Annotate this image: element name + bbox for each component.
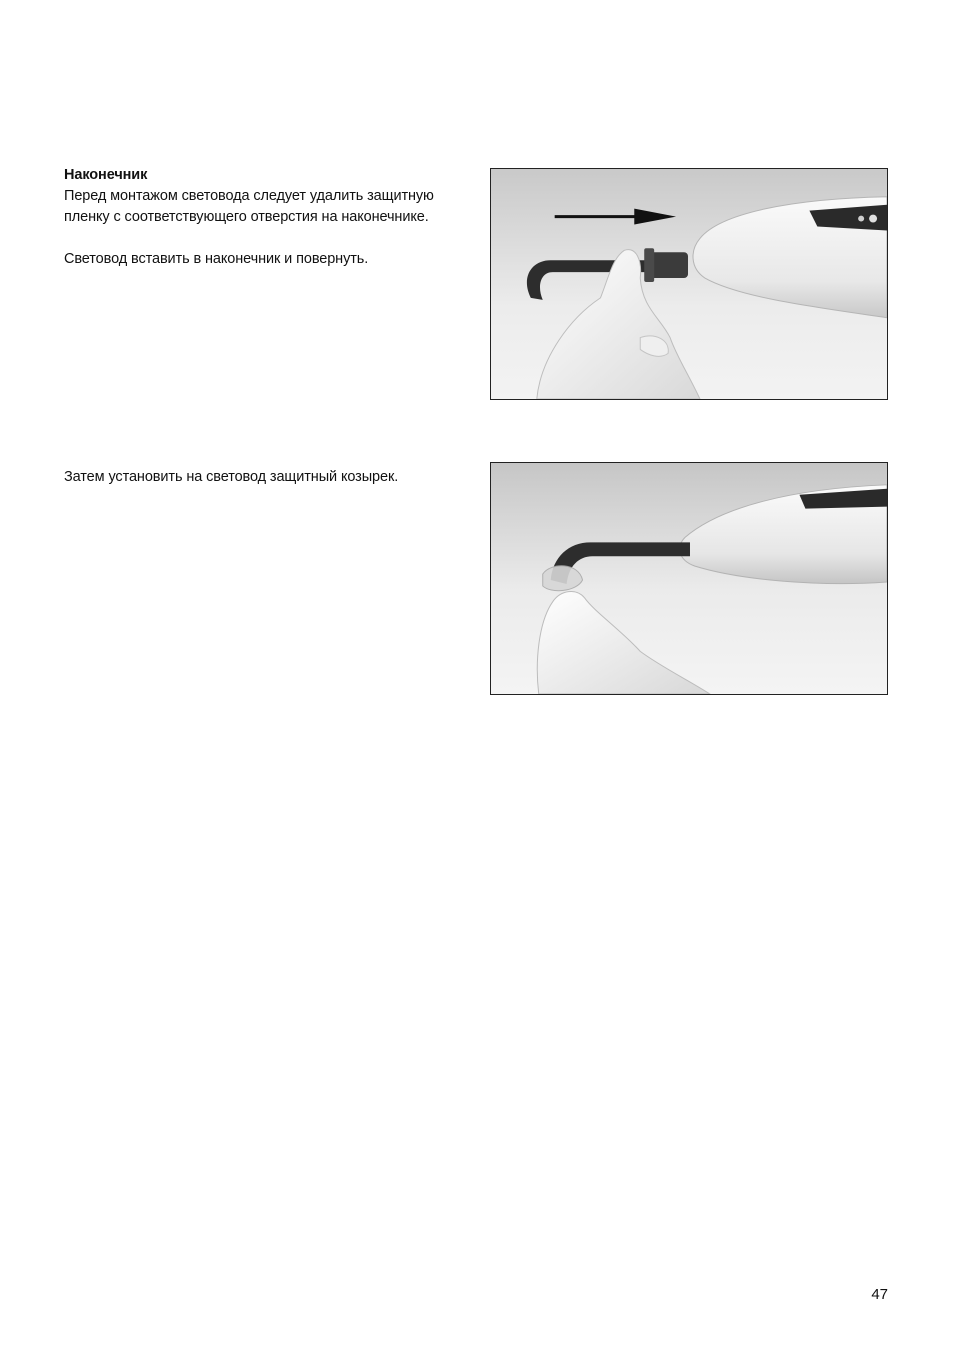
photo-insert-light-guide bbox=[490, 168, 888, 400]
photo-attach-protective-cap bbox=[490, 462, 888, 695]
page-number: 47 bbox=[871, 1286, 888, 1303]
section-protective-cap bbox=[64, 467, 464, 488]
instruction-paragraph-1 bbox=[64, 186, 464, 228]
photo-illustration-1 bbox=[491, 169, 887, 399]
instruction-line-1: Перед монтажом световода следует удалить защитную bbox=[64, 188, 434, 204]
instruction-paragraph-2: Световод вставить в наконечник и повернуть. bbox=[64, 251, 369, 267]
section-heading: Наконечник bbox=[64, 167, 148, 183]
instruction-paragraph-3: Затем установить на световод защитный козырек. bbox=[64, 469, 399, 485]
instruction-line-2: пленку с соответствующего отверстия на наконечнике. bbox=[64, 209, 429, 225]
section-handpiece bbox=[64, 165, 464, 270]
photo-illustration-2 bbox=[491, 463, 887, 694]
